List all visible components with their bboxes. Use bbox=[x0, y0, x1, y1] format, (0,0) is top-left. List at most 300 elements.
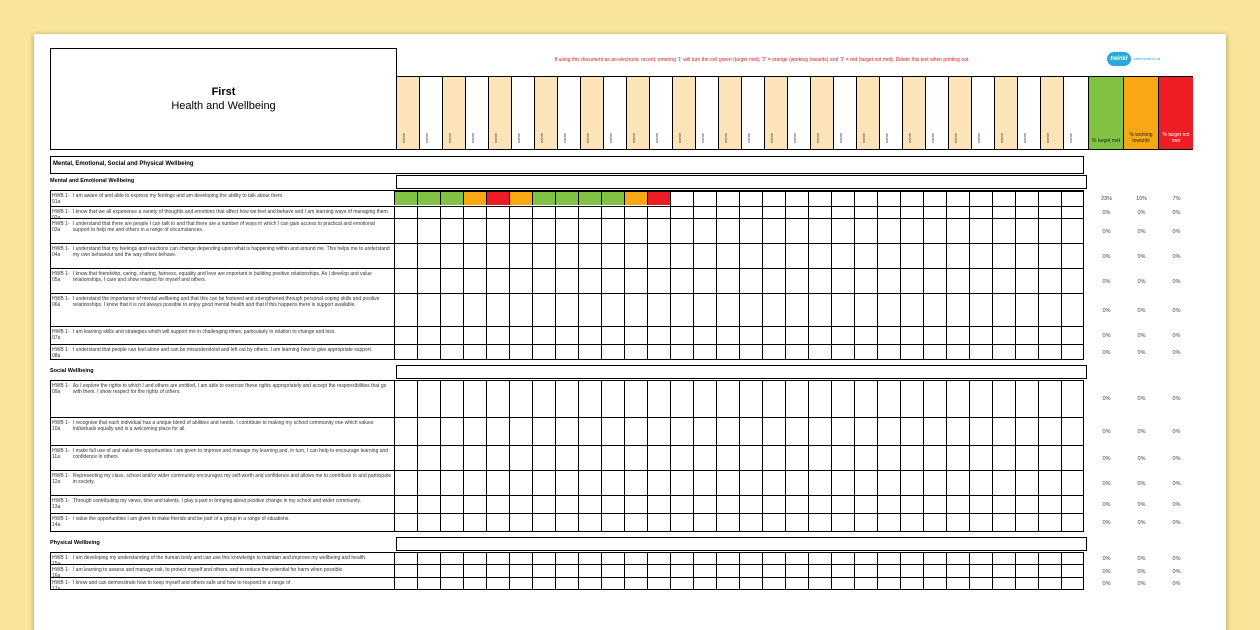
mark-cell[interactable] bbox=[647, 565, 670, 577]
mark-cell[interactable] bbox=[624, 514, 647, 531]
mark-cell[interactable] bbox=[716, 565, 739, 577]
mark-cell[interactable] bbox=[1015, 471, 1038, 495]
mark-cell[interactable] bbox=[877, 345, 900, 359]
mark-cell[interactable] bbox=[394, 244, 417, 268]
mark-cell[interactable] bbox=[532, 553, 555, 564]
mark-cell[interactable] bbox=[1038, 418, 1061, 445]
mark-cell[interactable] bbox=[877, 446, 900, 470]
mark-cell[interactable] bbox=[992, 553, 1015, 564]
mark-cell[interactable] bbox=[624, 219, 647, 243]
mark-cell[interactable] bbox=[1061, 244, 1084, 268]
mark-cell[interactable] bbox=[831, 327, 854, 344]
mark-cell[interactable] bbox=[1038, 269, 1061, 293]
mark-cell[interactable] bbox=[854, 418, 877, 445]
mark-cell[interactable] bbox=[624, 418, 647, 445]
mark-cell[interactable] bbox=[486, 345, 509, 359]
mark-cell[interactable] bbox=[417, 244, 440, 268]
mark-cell[interactable] bbox=[578, 191, 601, 205]
mark-cell[interactable] bbox=[946, 514, 969, 531]
mark-cell[interactable] bbox=[992, 327, 1015, 344]
mark-cell[interactable] bbox=[1038, 553, 1061, 564]
pupil-name-cell[interactable] bbox=[419, 77, 442, 149]
mark-cell[interactable] bbox=[854, 471, 877, 495]
mark-cell[interactable] bbox=[509, 578, 532, 589]
mark-cell[interactable] bbox=[647, 207, 670, 218]
mark-cell[interactable] bbox=[601, 219, 624, 243]
mark-cell[interactable] bbox=[1038, 496, 1061, 513]
mark-cell[interactable] bbox=[1061, 294, 1084, 326]
mark-cell[interactable] bbox=[486, 496, 509, 513]
mark-cell[interactable] bbox=[440, 244, 463, 268]
mark-cell[interactable] bbox=[1015, 514, 1038, 531]
mark-cell[interactable] bbox=[555, 269, 578, 293]
mark-cell[interactable] bbox=[1038, 207, 1061, 218]
mark-cell[interactable] bbox=[463, 345, 486, 359]
mark-cell[interactable] bbox=[877, 327, 900, 344]
mark-cell[interactable] bbox=[946, 471, 969, 495]
mark-cell[interactable] bbox=[992, 446, 1015, 470]
mark-cell[interactable] bbox=[670, 381, 693, 417]
mark-cell[interactable] bbox=[785, 207, 808, 218]
mark-cell[interactable] bbox=[877, 553, 900, 564]
mark-cell[interactable] bbox=[601, 496, 624, 513]
mark-cell[interactable] bbox=[647, 244, 670, 268]
mark-cell[interactable] bbox=[486, 553, 509, 564]
mark-cell[interactable] bbox=[992, 496, 1015, 513]
mark-cell[interactable] bbox=[716, 191, 739, 206]
mark-cell[interactable] bbox=[601, 191, 624, 205]
mark-cell[interactable] bbox=[417, 219, 440, 243]
mark-cell[interactable] bbox=[670, 496, 693, 513]
mark-cell[interactable] bbox=[601, 418, 624, 445]
mark-cell[interactable] bbox=[394, 327, 417, 344]
mark-cell[interactable] bbox=[670, 345, 693, 359]
mark-cell[interactable] bbox=[716, 578, 739, 589]
mark-cell[interactable] bbox=[463, 496, 486, 513]
mark-cell[interactable] bbox=[670, 553, 693, 564]
mark-cell[interactable] bbox=[900, 219, 923, 243]
mark-cell[interactable] bbox=[509, 381, 532, 417]
pupil-name-cell[interactable] bbox=[1017, 77, 1040, 149]
mark-cell[interactable] bbox=[555, 471, 578, 495]
mark-cell[interactable] bbox=[1061, 496, 1084, 513]
mark-cell[interactable] bbox=[923, 514, 946, 531]
mark-cell[interactable] bbox=[417, 294, 440, 326]
mark-cell[interactable] bbox=[1061, 565, 1084, 577]
mark-cell[interactable] bbox=[923, 496, 946, 513]
mark-cell[interactable] bbox=[486, 565, 509, 577]
mark-cell[interactable] bbox=[509, 207, 532, 218]
mark-cell[interactable] bbox=[394, 418, 417, 445]
mark-cell[interactable] bbox=[693, 471, 716, 495]
mark-cell[interactable] bbox=[394, 191, 417, 205]
mark-cell[interactable] bbox=[509, 553, 532, 564]
mark-cell[interactable] bbox=[969, 191, 992, 206]
mark-cell[interactable] bbox=[1015, 191, 1038, 206]
mark-cell[interactable] bbox=[946, 191, 969, 206]
mark-cell[interactable] bbox=[509, 418, 532, 445]
mark-cell[interactable] bbox=[693, 327, 716, 344]
mark-cell[interactable] bbox=[624, 553, 647, 564]
mark-cell[interactable] bbox=[670, 514, 693, 531]
mark-cell[interactable] bbox=[923, 327, 946, 344]
mark-cell[interactable] bbox=[463, 471, 486, 495]
mark-cell[interactable] bbox=[946, 553, 969, 564]
mark-cell[interactable] bbox=[532, 345, 555, 359]
mark-cell[interactable] bbox=[532, 565, 555, 577]
mark-cell[interactable] bbox=[693, 207, 716, 218]
mark-cell[interactable] bbox=[762, 553, 785, 564]
mark-cell[interactable] bbox=[486, 471, 509, 495]
mark-cell[interactable] bbox=[624, 327, 647, 344]
mark-cell[interactable] bbox=[670, 219, 693, 243]
mark-cell[interactable] bbox=[877, 471, 900, 495]
mark-cell[interactable] bbox=[831, 471, 854, 495]
mark-cell[interactable] bbox=[1061, 381, 1084, 417]
mark-cell[interactable] bbox=[969, 327, 992, 344]
mark-cell[interactable] bbox=[417, 191, 440, 205]
mark-cell[interactable] bbox=[670, 446, 693, 470]
mark-cell[interactable] bbox=[923, 471, 946, 495]
mark-cell[interactable] bbox=[463, 578, 486, 589]
mark-cell[interactable] bbox=[417, 553, 440, 564]
mark-cell[interactable] bbox=[647, 294, 670, 326]
mark-cell[interactable] bbox=[739, 207, 762, 218]
mark-cell[interactable] bbox=[463, 327, 486, 344]
mark-cell[interactable] bbox=[647, 553, 670, 564]
mark-cell[interactable] bbox=[946, 446, 969, 470]
mark-cell[interactable] bbox=[417, 565, 440, 577]
mark-cell[interactable] bbox=[555, 418, 578, 445]
mark-cell[interactable] bbox=[532, 381, 555, 417]
mark-cell[interactable] bbox=[854, 514, 877, 531]
mark-cell[interactable] bbox=[992, 381, 1015, 417]
mark-cell[interactable] bbox=[854, 345, 877, 359]
mark-cell[interactable] bbox=[1061, 345, 1084, 359]
mark-cell[interactable] bbox=[785, 446, 808, 470]
mark-cell[interactable] bbox=[509, 219, 532, 243]
mark-cell[interactable] bbox=[785, 269, 808, 293]
mark-cell[interactable] bbox=[900, 578, 923, 589]
mark-cell[interactable] bbox=[509, 327, 532, 344]
pupil-name-cell[interactable] bbox=[442, 77, 465, 149]
mark-cell[interactable] bbox=[992, 219, 1015, 243]
mark-cell[interactable] bbox=[923, 269, 946, 293]
mark-cell[interactable] bbox=[1038, 191, 1061, 206]
mark-cell[interactable] bbox=[463, 191, 486, 205]
mark-cell[interactable] bbox=[992, 471, 1015, 495]
pupil-name-cell[interactable] bbox=[833, 77, 856, 149]
mark-cell[interactable] bbox=[1015, 294, 1038, 326]
mark-cell[interactable] bbox=[578, 553, 601, 564]
mark-cell[interactable] bbox=[877, 219, 900, 243]
mark-cell[interactable] bbox=[739, 578, 762, 589]
mark-cell[interactable] bbox=[486, 219, 509, 243]
mark-cell[interactable] bbox=[693, 345, 716, 359]
pupil-name-cell[interactable] bbox=[626, 77, 649, 149]
mark-cell[interactable] bbox=[1038, 244, 1061, 268]
mark-cell[interactable] bbox=[946, 269, 969, 293]
mark-cell[interactable] bbox=[601, 207, 624, 218]
mark-cell[interactable] bbox=[992, 345, 1015, 359]
mark-cell[interactable] bbox=[923, 418, 946, 445]
mark-cell[interactable] bbox=[739, 327, 762, 344]
mark-cell[interactable] bbox=[394, 496, 417, 513]
pupil-name-cell[interactable] bbox=[810, 77, 833, 149]
mark-cell[interactable] bbox=[946, 294, 969, 326]
mark-cell[interactable] bbox=[509, 471, 532, 495]
mark-cell[interactable] bbox=[1015, 207, 1038, 218]
mark-cell[interactable] bbox=[808, 219, 831, 243]
mark-cell[interactable] bbox=[624, 269, 647, 293]
mark-cell[interactable] bbox=[693, 294, 716, 326]
mark-cell[interactable] bbox=[946, 219, 969, 243]
pupil-name-cell[interactable] bbox=[557, 77, 580, 149]
mark-cell[interactable] bbox=[417, 446, 440, 470]
mark-cell[interactable] bbox=[1061, 446, 1084, 470]
mark-cell[interactable] bbox=[647, 446, 670, 470]
mark-cell[interactable] bbox=[601, 578, 624, 589]
mark-cell[interactable] bbox=[624, 446, 647, 470]
mark-cell[interactable] bbox=[693, 446, 716, 470]
pupil-name-cell[interactable] bbox=[534, 77, 557, 149]
mark-cell[interactable] bbox=[532, 418, 555, 445]
mark-cell[interactable] bbox=[923, 381, 946, 417]
mark-cell[interactable] bbox=[877, 269, 900, 293]
mark-cell[interactable] bbox=[647, 381, 670, 417]
mark-cell[interactable] bbox=[601, 327, 624, 344]
mark-cell[interactable] bbox=[969, 294, 992, 326]
mark-cell[interactable] bbox=[578, 207, 601, 218]
mark-cell[interactable] bbox=[1015, 496, 1038, 513]
mark-cell[interactable] bbox=[854, 327, 877, 344]
mark-cell[interactable] bbox=[578, 327, 601, 344]
mark-cell[interactable] bbox=[762, 294, 785, 326]
mark-cell[interactable] bbox=[532, 244, 555, 268]
mark-cell[interactable] bbox=[831, 418, 854, 445]
mark-cell[interactable] bbox=[785, 418, 808, 445]
mark-cell[interactable] bbox=[509, 514, 532, 531]
mark-cell[interactable] bbox=[693, 514, 716, 531]
mark-cell[interactable] bbox=[647, 514, 670, 531]
mark-cell[interactable] bbox=[854, 446, 877, 470]
mark-cell[interactable] bbox=[693, 381, 716, 417]
mark-cell[interactable] bbox=[831, 269, 854, 293]
mark-cell[interactable] bbox=[739, 244, 762, 268]
mark-cell[interactable] bbox=[739, 294, 762, 326]
mark-cell[interactable] bbox=[785, 578, 808, 589]
mark-cell[interactable] bbox=[693, 553, 716, 564]
mark-cell[interactable] bbox=[785, 294, 808, 326]
mark-cell[interactable] bbox=[555, 514, 578, 531]
mark-cell[interactable] bbox=[808, 514, 831, 531]
mark-cell[interactable] bbox=[1038, 471, 1061, 495]
mark-cell[interactable] bbox=[670, 418, 693, 445]
mark-cell[interactable] bbox=[440, 578, 463, 589]
mark-cell[interactable] bbox=[670, 191, 693, 206]
mark-cell[interactable] bbox=[394, 514, 417, 531]
mark-cell[interactable] bbox=[1015, 327, 1038, 344]
mark-cell[interactable] bbox=[877, 207, 900, 218]
mark-cell[interactable] bbox=[923, 553, 946, 564]
pupil-name-cell[interactable] bbox=[672, 77, 695, 149]
mark-cell[interactable] bbox=[670, 565, 693, 577]
mark-cell[interactable] bbox=[969, 578, 992, 589]
mark-cell[interactable] bbox=[762, 471, 785, 495]
mark-cell[interactable] bbox=[762, 244, 785, 268]
mark-cell[interactable] bbox=[578, 244, 601, 268]
mark-cell[interactable] bbox=[555, 381, 578, 417]
pupil-name-cell[interactable] bbox=[511, 77, 534, 149]
mark-cell[interactable] bbox=[739, 191, 762, 206]
mark-cell[interactable] bbox=[693, 244, 716, 268]
mark-cell[interactable] bbox=[555, 578, 578, 589]
mark-cell[interactable] bbox=[900, 269, 923, 293]
mark-cell[interactable] bbox=[693, 219, 716, 243]
mark-cell[interactable] bbox=[900, 327, 923, 344]
mark-cell[interactable] bbox=[440, 553, 463, 564]
mark-cell[interactable] bbox=[969, 269, 992, 293]
mark-cell[interactable] bbox=[739, 345, 762, 359]
mark-cell[interactable] bbox=[900, 471, 923, 495]
mark-cell[interactable] bbox=[417, 471, 440, 495]
mark-cell[interactable] bbox=[854, 578, 877, 589]
mark-cell[interactable] bbox=[716, 381, 739, 417]
mark-cell[interactable] bbox=[532, 446, 555, 470]
mark-cell[interactable] bbox=[624, 294, 647, 326]
mark-cell[interactable] bbox=[440, 514, 463, 531]
mark-cell[interactable] bbox=[762, 446, 785, 470]
mark-cell[interactable] bbox=[716, 207, 739, 218]
mark-cell[interactable] bbox=[486, 446, 509, 470]
mark-cell[interactable] bbox=[969, 514, 992, 531]
mark-cell[interactable] bbox=[417, 578, 440, 589]
mark-cell[interactable] bbox=[394, 381, 417, 417]
mark-cell[interactable] bbox=[877, 294, 900, 326]
mark-cell[interactable] bbox=[808, 244, 831, 268]
mark-cell[interactable] bbox=[1038, 565, 1061, 577]
mark-cell[interactable] bbox=[1038, 381, 1061, 417]
mark-cell[interactable] bbox=[417, 514, 440, 531]
mark-cell[interactable] bbox=[647, 418, 670, 445]
mark-cell[interactable] bbox=[509, 191, 532, 205]
mark-cell[interactable] bbox=[463, 553, 486, 564]
mark-cell[interactable] bbox=[440, 207, 463, 218]
mark-cell[interactable] bbox=[670, 471, 693, 495]
mark-cell[interactable] bbox=[601, 345, 624, 359]
mark-cell[interactable] bbox=[394, 269, 417, 293]
mark-cell[interactable] bbox=[486, 191, 509, 205]
mark-cell[interactable] bbox=[1038, 294, 1061, 326]
mark-cell[interactable] bbox=[1015, 565, 1038, 577]
mark-cell[interactable] bbox=[1061, 553, 1084, 564]
mark-cell[interactable] bbox=[555, 294, 578, 326]
mark-cell[interactable] bbox=[647, 327, 670, 344]
mark-cell[interactable] bbox=[532, 514, 555, 531]
mark-cell[interactable] bbox=[394, 207, 417, 218]
mark-cell[interactable] bbox=[647, 496, 670, 513]
mark-cell[interactable] bbox=[1061, 269, 1084, 293]
mark-cell[interactable] bbox=[440, 471, 463, 495]
mark-cell[interactable] bbox=[808, 496, 831, 513]
mark-cell[interactable] bbox=[992, 191, 1015, 206]
mark-cell[interactable] bbox=[969, 553, 992, 564]
mark-cell[interactable] bbox=[762, 578, 785, 589]
mark-cell[interactable] bbox=[486, 578, 509, 589]
mark-cell[interactable] bbox=[440, 565, 463, 577]
mark-cell[interactable] bbox=[555, 219, 578, 243]
mark-cell[interactable] bbox=[417, 381, 440, 417]
mark-cell[interactable] bbox=[440, 381, 463, 417]
mark-cell[interactable] bbox=[486, 244, 509, 268]
mark-cell[interactable] bbox=[854, 219, 877, 243]
mark-cell[interactable] bbox=[693, 496, 716, 513]
mark-cell[interactable] bbox=[509, 496, 532, 513]
pupil-name-cell[interactable] bbox=[718, 77, 741, 149]
mark-cell[interactable] bbox=[762, 565, 785, 577]
mark-cell[interactable] bbox=[647, 471, 670, 495]
mark-cell[interactable] bbox=[670, 269, 693, 293]
mark-cell[interactable] bbox=[1038, 578, 1061, 589]
pupil-name-cell[interactable] bbox=[465, 77, 488, 149]
mark-cell[interactable] bbox=[762, 269, 785, 293]
mark-cell[interactable] bbox=[555, 553, 578, 564]
mark-cell[interactable] bbox=[601, 381, 624, 417]
mark-cell[interactable] bbox=[624, 345, 647, 359]
mark-cell[interactable] bbox=[831, 578, 854, 589]
mark-cell[interactable] bbox=[578, 345, 601, 359]
mark-cell[interactable] bbox=[762, 418, 785, 445]
mark-cell[interactable] bbox=[877, 578, 900, 589]
mark-cell[interactable] bbox=[601, 514, 624, 531]
mark-cell[interactable] bbox=[877, 381, 900, 417]
pupil-name-cell[interactable] bbox=[695, 77, 718, 149]
pupil-name-cell[interactable] bbox=[649, 77, 672, 149]
mark-cell[interactable] bbox=[463, 514, 486, 531]
mark-cell[interactable] bbox=[716, 514, 739, 531]
mark-cell[interactable] bbox=[854, 207, 877, 218]
mark-cell[interactable] bbox=[394, 219, 417, 243]
mark-cell[interactable] bbox=[808, 269, 831, 293]
mark-cell[interactable] bbox=[394, 294, 417, 326]
mark-cell[interactable] bbox=[716, 446, 739, 470]
mark-cell[interactable] bbox=[739, 381, 762, 417]
mark-cell[interactable] bbox=[854, 553, 877, 564]
mark-cell[interactable] bbox=[394, 565, 417, 577]
mark-cell[interactable] bbox=[785, 327, 808, 344]
mark-cell[interactable] bbox=[440, 294, 463, 326]
mark-cell[interactable] bbox=[969, 496, 992, 513]
mark-cell[interactable] bbox=[1061, 578, 1084, 589]
mark-cell[interactable] bbox=[693, 418, 716, 445]
mark-cell[interactable] bbox=[831, 381, 854, 417]
mark-cell[interactable] bbox=[900, 514, 923, 531]
mark-cell[interactable] bbox=[578, 446, 601, 470]
mark-cell[interactable] bbox=[716, 553, 739, 564]
mark-cell[interactable] bbox=[808, 553, 831, 564]
pupil-name-cell[interactable] bbox=[787, 77, 810, 149]
mark-cell[interactable] bbox=[1038, 345, 1061, 359]
mark-cell[interactable] bbox=[969, 446, 992, 470]
mark-cell[interactable] bbox=[647, 269, 670, 293]
mark-cell[interactable] bbox=[1015, 219, 1038, 243]
mark-cell[interactable] bbox=[831, 244, 854, 268]
mark-cell[interactable] bbox=[923, 207, 946, 218]
mark-cell[interactable] bbox=[440, 446, 463, 470]
mark-cell[interactable] bbox=[762, 345, 785, 359]
mark-cell[interactable] bbox=[1061, 207, 1084, 218]
mark-cell[interactable] bbox=[808, 191, 831, 206]
